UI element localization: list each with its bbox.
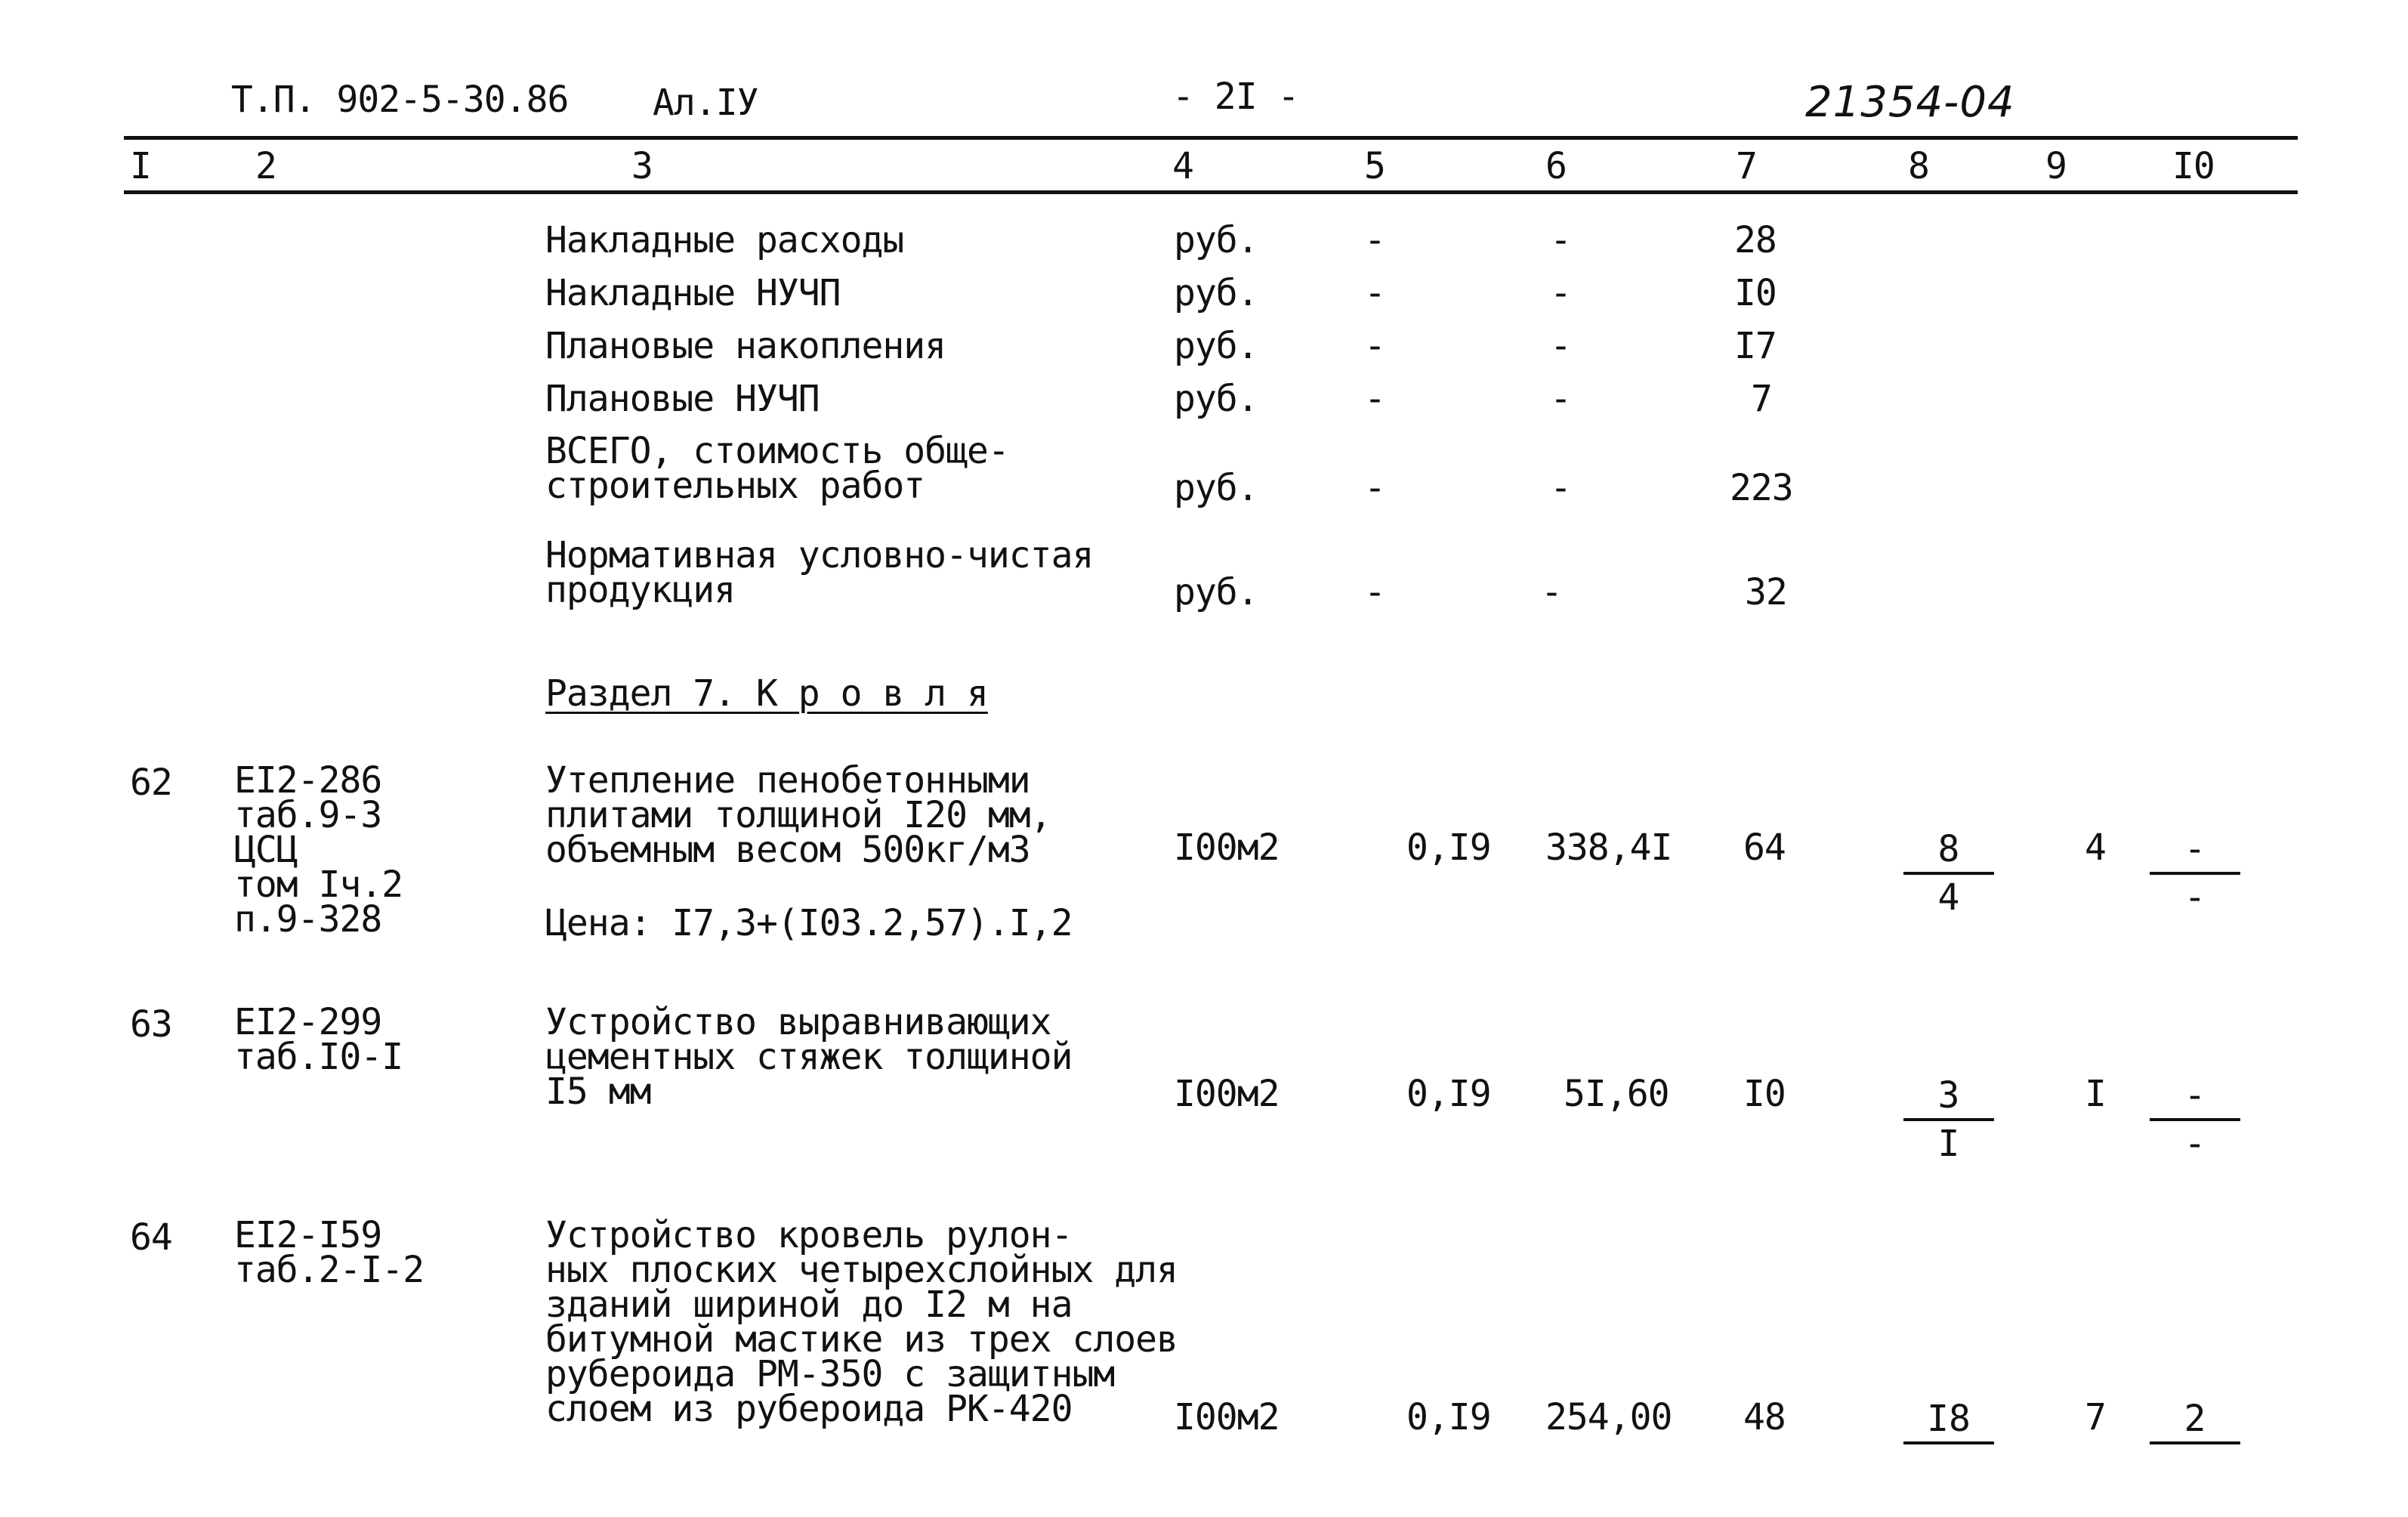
item-col8-fraction [1903, 828, 1994, 919]
column-header-5: 5 [1364, 145, 1385, 187]
summary-row-unit: руб. [1174, 571, 1258, 613]
summary-row-name: ВСЕГО, стоимость обще- строительных работ [545, 430, 1009, 507]
column-header-4: 4 [1172, 145, 1193, 187]
item-col10-numerator: 2 [2184, 1398, 2206, 1440]
item-col8-fraction [1903, 1398, 1994, 1449]
column-header-8: 8 [1908, 145, 1929, 187]
item-col8-denominator: I [1937, 1123, 1960, 1165]
item-code: EI2-286 таб.9-3 ЦСЦ том Iч.2 п.9-328 [234, 759, 403, 941]
item-unit: I00м2 [1174, 826, 1280, 869]
item-col9: 7 [2085, 1396, 2106, 1438]
page-number: - 2I - [1172, 76, 1299, 118]
fraction-bar [2150, 1441, 2240, 1444]
item-price-note: Цена: I7,3+(I03.2,57).I,2 [545, 902, 1073, 944]
summary-row-c6: - [1550, 272, 1571, 314]
project-code: Т.П. 902-5-30.86 [231, 79, 569, 121]
summary-row-c6: - [1550, 219, 1571, 261]
document-number: 21354-04 [1805, 78, 2015, 127]
summary-row-unit: руб. [1174, 378, 1258, 420]
summary-row-name: Нормативная условно-чистая продукция [545, 534, 1094, 611]
item-col10-denominator: - [2184, 876, 2206, 919]
summary-row-c7: 7 [1751, 378, 1772, 420]
summary-row-name: Плановые НУЧП [545, 378, 820, 420]
summary-row-c5: - [1364, 325, 1385, 367]
item-number: 63 [130, 1003, 172, 1046]
column-header-1: I [130, 145, 151, 187]
album-label: Ал.IУ [653, 82, 758, 124]
summary-row-name: Накладные НУЧП [545, 272, 841, 314]
item-unit: I00м2 [1174, 1396, 1280, 1438]
item-col8-numerator: 3 [1937, 1074, 1960, 1117]
item-col8-fraction [1903, 1074, 1994, 1165]
item-col9: 4 [2085, 826, 2106, 869]
item-col10-fraction [2150, 828, 2240, 919]
item-col8-numerator: 8 [1937, 828, 1960, 870]
column-header-2: 2 [255, 145, 276, 187]
item-total: 48 [1743, 1396, 1786, 1438]
summary-row-c6: - [1550, 378, 1571, 420]
item-description: Устройство выравнивающих цементных стяжек толщиной I5 мм [545, 1001, 1073, 1113]
item-unit-cost: 5I,60 [1564, 1073, 1669, 1115]
summary-row-unit: руб. [1174, 272, 1258, 314]
item-col10-fraction [2150, 1074, 2240, 1165]
item-col10-numerator: - [2184, 1074, 2206, 1117]
summary-row-c7: 223 [1730, 467, 1793, 509]
item-col9: I [2085, 1073, 2106, 1115]
fraction-bar [2150, 872, 2240, 875]
item-unit-cost: 338,4I [1545, 826, 1672, 869]
summary-row-c5: - [1364, 378, 1385, 420]
summary-row-c6: - [1550, 325, 1571, 367]
header-top-rule [124, 136, 2298, 140]
fraction-bar [1903, 872, 1994, 875]
item-number: 64 [130, 1216, 172, 1259]
summary-row-c5: - [1364, 571, 1385, 613]
item-total: I0 [1743, 1073, 1786, 1115]
fraction-bar [2150, 1118, 2240, 1121]
item-code: EI2-299 таб.I0-I [234, 1001, 403, 1078]
item-col8-numerator: I8 [1927, 1398, 1971, 1440]
item-unit-cost: 254,00 [1545, 1396, 1672, 1438]
item-total: 64 [1743, 826, 1786, 869]
summary-row-c6: - [1550, 467, 1571, 509]
summary-row-name: Плановые накопления [545, 325, 946, 367]
fraction-bar [1903, 1441, 1994, 1444]
summary-row-unit: руб. [1174, 219, 1258, 261]
summary-row-c5: - [1364, 272, 1385, 314]
column-header-9: 9 [2045, 145, 2067, 187]
item-description: Устройство кровель рулон- ных плоских четырехслойных для зданий шириной до I2 м на битумной мастике из трех слоев рубероида РМ-350 с защитным слоем из рубероида РК-420 [545, 1214, 1178, 1430]
column-header-6: 6 [1545, 145, 1567, 187]
item-col10-fraction [2150, 1398, 2240, 1449]
summary-row-c7: 32 [1745, 571, 1787, 613]
item-unit: I00м2 [1174, 1073, 1280, 1115]
item-col10-numerator: - [2184, 828, 2206, 870]
item-col10-denominator: - [2184, 1123, 2206, 1165]
item-quantity: 0,I9 [1406, 826, 1491, 869]
summary-row-unit: руб. [1174, 467, 1258, 509]
summary-row-c5: - [1364, 467, 1385, 509]
item-description: Утепление пенобетонными плитами толщиной I20 мм, объемным весом 500кг/м3 [545, 759, 1051, 871]
summary-row-unit: руб. [1174, 325, 1258, 367]
item-number: 62 [130, 762, 172, 804]
item-quantity: 0,I9 [1406, 1396, 1491, 1438]
column-header-3: 3 [631, 145, 653, 187]
item-quantity: 0,I9 [1406, 1073, 1491, 1115]
summary-row-c7: 28 [1734, 219, 1777, 261]
section-title: Раздел 7. К р о в л я [545, 672, 988, 715]
item-col8-denominator: 4 [1937, 876, 1960, 919]
column-header-7: 7 [1736, 145, 1757, 187]
header-bottom-rule [124, 190, 2298, 194]
summary-row-c6: - [1541, 571, 1562, 613]
summary-row-c7: I0 [1734, 272, 1777, 314]
item-code: EI2-I59 таб.2-I-2 [234, 1214, 424, 1291]
summary-row-c7: I7 [1734, 325, 1777, 367]
summary-row-name: Накладные расходы [545, 219, 904, 261]
summary-row-c5: - [1364, 219, 1385, 261]
fraction-bar [1903, 1118, 1994, 1121]
column-header-10: I0 [2172, 145, 2215, 187]
